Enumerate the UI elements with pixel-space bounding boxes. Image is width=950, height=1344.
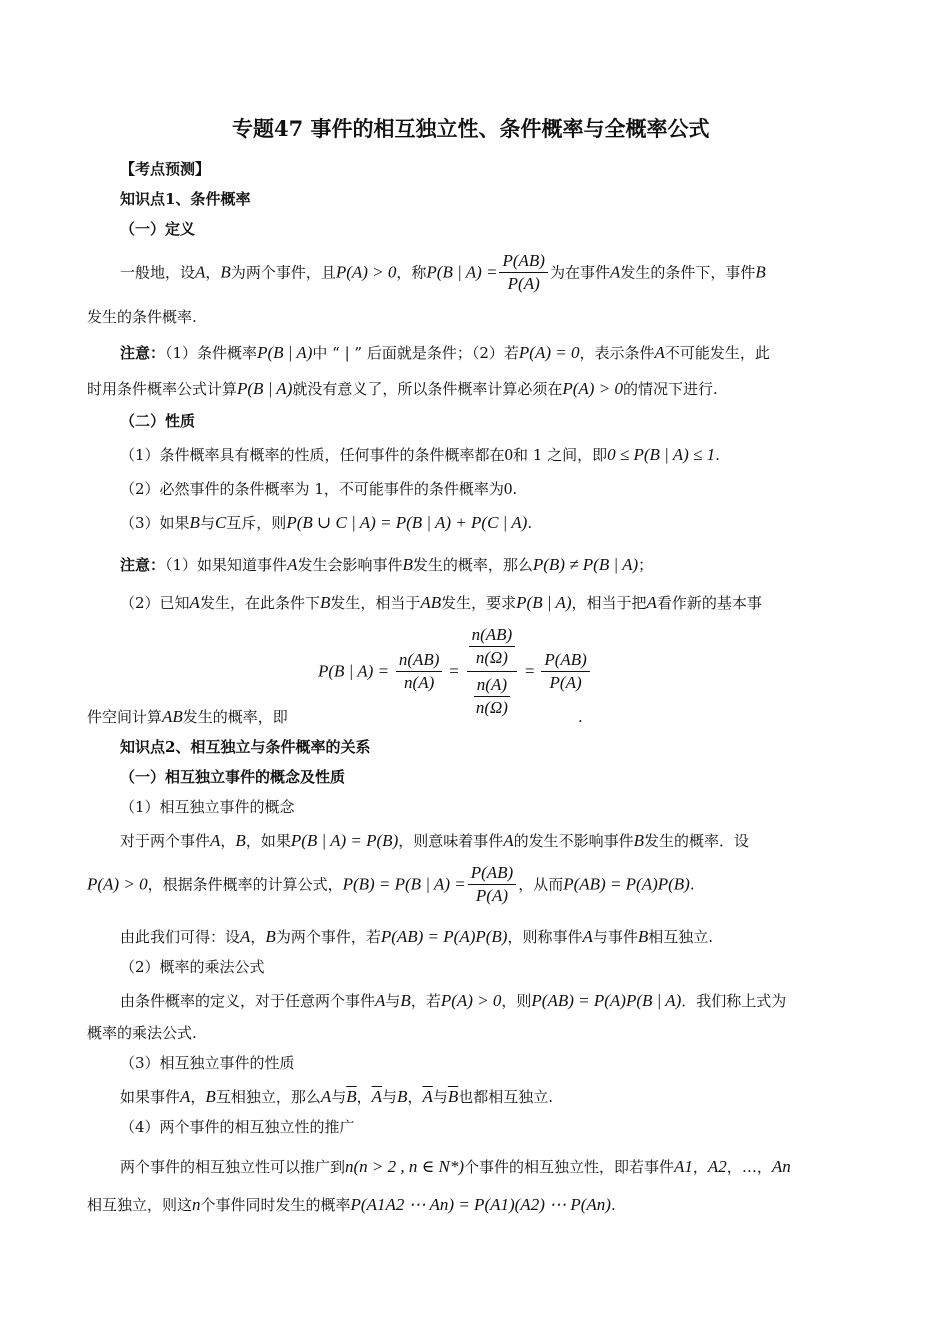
def-text-e: 发生的条件下，事件 <box>620 263 756 282</box>
var-A: A <box>240 927 251 946</box>
note2-formula: P(B) ≠ P(B | A) <box>532 555 639 574</box>
p1-text-a: 对于两个事件 <box>120 832 211 850</box>
formula-lhs: P(B | A) = <box>426 262 498 282</box>
sep: ， <box>220 832 236 850</box>
multiplication-rule-line1 <box>120 990 786 1012</box>
def-text-a: 一般地，设 <box>120 263 196 282</box>
p5-text-a: 如果事件 <box>120 1088 181 1106</box>
fraction-denominator: P(A) <box>507 274 540 293</box>
independence-definition <box>120 926 713 948</box>
prop1-text-a: （1）条件概率具有概率的性质，任何事件的条件概率都在 <box>120 446 505 464</box>
note1-text-e: 时用条件概率公式计算 <box>87 380 238 398</box>
cond-pa-positive: P(A) > 0 <box>335 262 397 282</box>
equals-sign: = <box>449 661 459 681</box>
big-formula-lhs: P(B | A) = <box>318 661 390 681</box>
note1-text-g: 的情况下进行. <box>622 380 718 398</box>
p3-text-d: 与事件 <box>592 928 638 946</box>
formula-pa-zero: P(A) = 0 <box>518 343 580 362</box>
note-label: 注意： <box>120 344 166 362</box>
multiplication-formula: P(AB) = P(A)P(B | A) <box>531 991 682 1010</box>
var-B-complement: $\overline{B}$ <box>346 1087 357 1106</box>
note2-text-a: （1）如果知道事件 <box>165 556 288 574</box>
var-B: B <box>319 593 331 612</box>
p5-text-c: 与 <box>331 1088 347 1106</box>
kp1-sub-definition: （一）定义 <box>120 220 196 238</box>
var-B: B <box>220 262 231 282</box>
kp2-item-1: （1）相互独立事件的概念 <box>120 798 295 816</box>
property-3 <box>120 512 532 534</box>
kp2-heading: 知识点2、相互独立与条件概率的关系 <box>120 738 371 756</box>
note-label: 注意： <box>120 556 166 574</box>
var-B: B <box>637 927 649 946</box>
independence-paragraph-2 <box>87 862 695 907</box>
p4-text-a: 由条件概率的定义，对于任意两个事件 <box>120 992 376 1010</box>
p1-text-c: ，则意味着事件 <box>398 832 504 850</box>
sep: ， <box>407 1088 423 1106</box>
p3-text-b: 为两个事件，若 <box>275 928 381 946</box>
var-B: B <box>400 991 411 1010</box>
p4-text-f: 概率的乘法公式. <box>87 1024 197 1042</box>
p1-text-d: 的发生不影响事件 <box>513 832 634 850</box>
fraction-numerator: P(AB) <box>541 649 589 672</box>
p6-text-a: 两个事件的相互独立性可以推广到 <box>120 1158 346 1176</box>
fraction-denominator: n(Ω) <box>475 648 508 667</box>
var-A-complement: $\overline{A}$ <box>422 1087 433 1106</box>
var-A: A <box>503 831 514 850</box>
var-A: A <box>189 593 200 612</box>
cond-pa-positive: P(A) > 0 <box>87 874 148 894</box>
var-A: A <box>195 262 206 282</box>
fraction-nab-nomega <box>469 624 516 669</box>
note2-text-c: 发生的概率，那么 <box>412 556 533 574</box>
note3-text-a: （2）已知 <box>120 594 190 612</box>
var-A: A <box>646 593 657 612</box>
display-formula-counting <box>318 622 592 721</box>
p5-text-d: 也都相互独立. <box>458 1088 554 1106</box>
var-B-complement: $\overline{B}$ <box>447 1087 459 1106</box>
var-B: B <box>755 262 766 282</box>
prop1-formula: 0 ≤ P(B | A) ≤ 1 <box>607 445 716 464</box>
var-C: C <box>214 513 227 532</box>
definition-paragraph <box>120 250 766 295</box>
sep: ， <box>726 1158 742 1176</box>
note1-text-d: 不可能发生，此 <box>664 344 770 362</box>
var-A-complement: $\overline{A}$ <box>371 1087 383 1106</box>
sep: ， <box>692 1158 708 1176</box>
p2-formula-lhs: P(B) = P(B | A) = <box>342 874 466 894</box>
var-A: A <box>582 927 593 946</box>
independence-properties <box>120 1086 553 1108</box>
sep: ， <box>756 1158 772 1176</box>
cond-pa-positive: P(A) > 0 <box>562 379 623 398</box>
var-An: An <box>771 1157 791 1176</box>
fraction-pab-pa <box>468 862 516 907</box>
fraction-numerator: P(AB) <box>499 250 547 273</box>
equals-sign: = <box>524 661 535 681</box>
sep: ， <box>356 1088 372 1106</box>
var-A2: A2 <box>707 1157 727 1176</box>
var-B: B <box>235 831 246 850</box>
kp1-sub-properties: （二）性质 <box>120 412 196 430</box>
var-B: B <box>205 1087 216 1106</box>
fraction-numerator: n(A) <box>474 674 510 697</box>
kp2-item-4: （4）两个事件的相互独立性的推广 <box>120 1118 355 1136</box>
note3-line1 <box>120 592 762 614</box>
prop1-text-b: 和 1 之间，即 <box>513 446 608 464</box>
var-A: A <box>654 343 665 362</box>
note1-line2 <box>87 378 718 400</box>
p3-text-e: 相互独立. <box>648 928 714 946</box>
p5-text-c: 与 <box>382 1088 398 1106</box>
note3-text-h: 发生的概率，即 <box>182 708 288 726</box>
semicolon: ； <box>638 556 654 574</box>
prop3-formula: P(B ∪ C | A) = P(B | A) + P(C | A) <box>286 513 528 532</box>
var-B: B <box>633 831 645 850</box>
var-A1: A1 <box>674 1157 693 1176</box>
n-condition: n(n > 2 , n ∈ N*) <box>345 1157 464 1176</box>
note1-text-a: （1）条件概率 <box>165 344 258 362</box>
var-B: B <box>265 927 276 946</box>
var-n: n <box>192 1195 201 1214</box>
fraction-denominator: P(A) <box>549 673 582 692</box>
period: . <box>610 1196 616 1214</box>
p4-text-d: ，则 <box>501 992 532 1010</box>
zero: 0 <box>503 479 513 498</box>
var-A: A <box>180 1087 191 1106</box>
fraction-pab-pa <box>541 649 589 694</box>
kp2-item-2: （2）概率的乘法公式 <box>120 958 265 976</box>
period: . <box>527 514 533 532</box>
p4-text-b: 与 <box>385 992 401 1010</box>
fraction-denominator: n(Ω) <box>475 698 508 717</box>
generalized-product-formula: P(A1A2 ⋯ An) = P(A1)(A2) ⋯ P(An) <box>350 1195 611 1214</box>
note1-text-c: ，表示条件 <box>579 344 655 362</box>
prop3-text-a: （3）如果 <box>120 514 190 532</box>
fraction-denominator: n(A) <box>404 673 435 692</box>
kp1-heading: 知识点1、条件概率 <box>120 190 251 208</box>
note3-text-f: 看作新的基本事 <box>656 594 762 612</box>
fraction-numerator: n(AB) <box>396 649 443 672</box>
fraction-na-nomega <box>473 674 511 719</box>
p1-text-e: 发生的概率．设 <box>644 832 750 850</box>
p5-text-b: 互相独立，那么 <box>215 1088 321 1106</box>
note1-text-f: 就没有意义了，所以条件概率计算必须在 <box>292 380 563 398</box>
p7-text-a: 相互独立，则这 <box>87 1196 193 1214</box>
note3-text-g: 件空间计算 <box>87 708 163 726</box>
var-B: B <box>397 1087 408 1106</box>
p1-text-b: ，如果 <box>245 832 291 850</box>
var-A: A <box>287 555 298 574</box>
var-AB: AB <box>162 707 183 726</box>
prop3-text-c: 互斥，则 <box>226 514 287 532</box>
fraction-numerator: P(AB) <box>468 862 516 885</box>
note2-line <box>120 554 653 576</box>
p6-text-b: 个事件的相互独立性，即若事件 <box>463 1158 674 1176</box>
note3-text-c: 发生，相当于 <box>330 594 421 612</box>
var-A: A <box>320 1087 332 1106</box>
compound-numerator <box>467 622 518 672</box>
p2-formula: P(AB) = P(A)P(B) <box>563 874 690 894</box>
note3-line2 <box>87 706 288 728</box>
formula-pba: P(B | A) <box>237 379 293 398</box>
kp2-sub-independence: （一）相互独立事件的概念及性质 <box>120 768 346 786</box>
zero: 0 <box>504 445 514 464</box>
p1-formula: P(B | A) = P(B) <box>290 831 399 850</box>
compound-fraction <box>467 622 518 721</box>
kp2-item-3: （3）相互独立事件的性质 <box>120 1054 295 1072</box>
formula-pba: P(B | A) <box>516 593 572 612</box>
prop2-text: （2）必然事件的条件概率为 1，不可能事件的条件概率为 <box>120 480 504 498</box>
var-B: B <box>402 555 413 574</box>
compound-denominator <box>471 672 513 721</box>
def-text-d: 为在事件 <box>549 263 610 282</box>
period: . <box>715 446 720 464</box>
p3-formula: P(AB) = P(A)P(B) <box>380 927 508 946</box>
prop3-text-b: 与 <box>199 514 215 532</box>
def-text-c: ，称 <box>396 263 427 282</box>
var-A: A <box>375 991 386 1010</box>
period: . <box>512 480 518 498</box>
note3-text-e: ，相当于把 <box>571 594 647 612</box>
def-text-f: 发生的条件概率. <box>87 308 197 326</box>
formula-pba: P(B | A) <box>257 343 313 362</box>
p3-text-c: ，则称事件 <box>507 928 583 946</box>
note3-text-b: 发生，在此条件下 <box>199 594 320 612</box>
var-A: A <box>210 831 221 850</box>
note2-text-b: 发生会影响事件 <box>297 556 403 574</box>
page-title: 专题47 事件的相互独立性、条件概率与全概率公式 <box>232 116 710 141</box>
def-text-b: 为两个事件，且 <box>230 263 336 282</box>
sep: ， <box>250 928 266 946</box>
fraction-denominator: P(A) <box>475 886 508 905</box>
generalization-line2 <box>87 1194 616 1216</box>
var-B: B <box>189 513 200 532</box>
p4-text-c: ，若 <box>410 992 441 1010</box>
sep: ， <box>190 1088 206 1106</box>
fraction-nab-na <box>396 649 443 694</box>
note1-text-b: 中 “ | ” 后面就是条件；（2）若 <box>312 344 519 362</box>
section-header: 【考点预测】 <box>120 160 211 178</box>
conditional-probability-fraction <box>499 250 547 295</box>
cond-pa-positive: P(A) > 0 <box>440 991 502 1010</box>
property-2 <box>120 478 517 500</box>
fraction-numerator: n(AB) <box>469 624 516 647</box>
p3-text-a: 由此我们可得：设 <box>120 928 241 946</box>
p4-text-e: ．我们称上式为 <box>681 992 787 1010</box>
var-AB: AB <box>420 593 442 612</box>
sep: ， <box>205 263 221 282</box>
p2-text-b: ，从而 <box>518 875 564 894</box>
p5-text-c: 与 <box>432 1088 448 1106</box>
period: . <box>689 875 695 894</box>
generalization-line1 <box>120 1156 791 1178</box>
p7-text-b: 个事件同时发生的概率 <box>200 1196 351 1214</box>
var-A: A <box>609 262 621 282</box>
ellipsis: … <box>741 1158 757 1176</box>
p2-text-a: ，根据条件概率的计算公式， <box>147 875 343 894</box>
note1-line1 <box>120 342 770 364</box>
period: . <box>578 708 583 726</box>
property-1 <box>120 444 720 466</box>
note3-text-d: 发生，要求 <box>441 594 517 612</box>
independence-paragraph-1 <box>120 830 749 852</box>
